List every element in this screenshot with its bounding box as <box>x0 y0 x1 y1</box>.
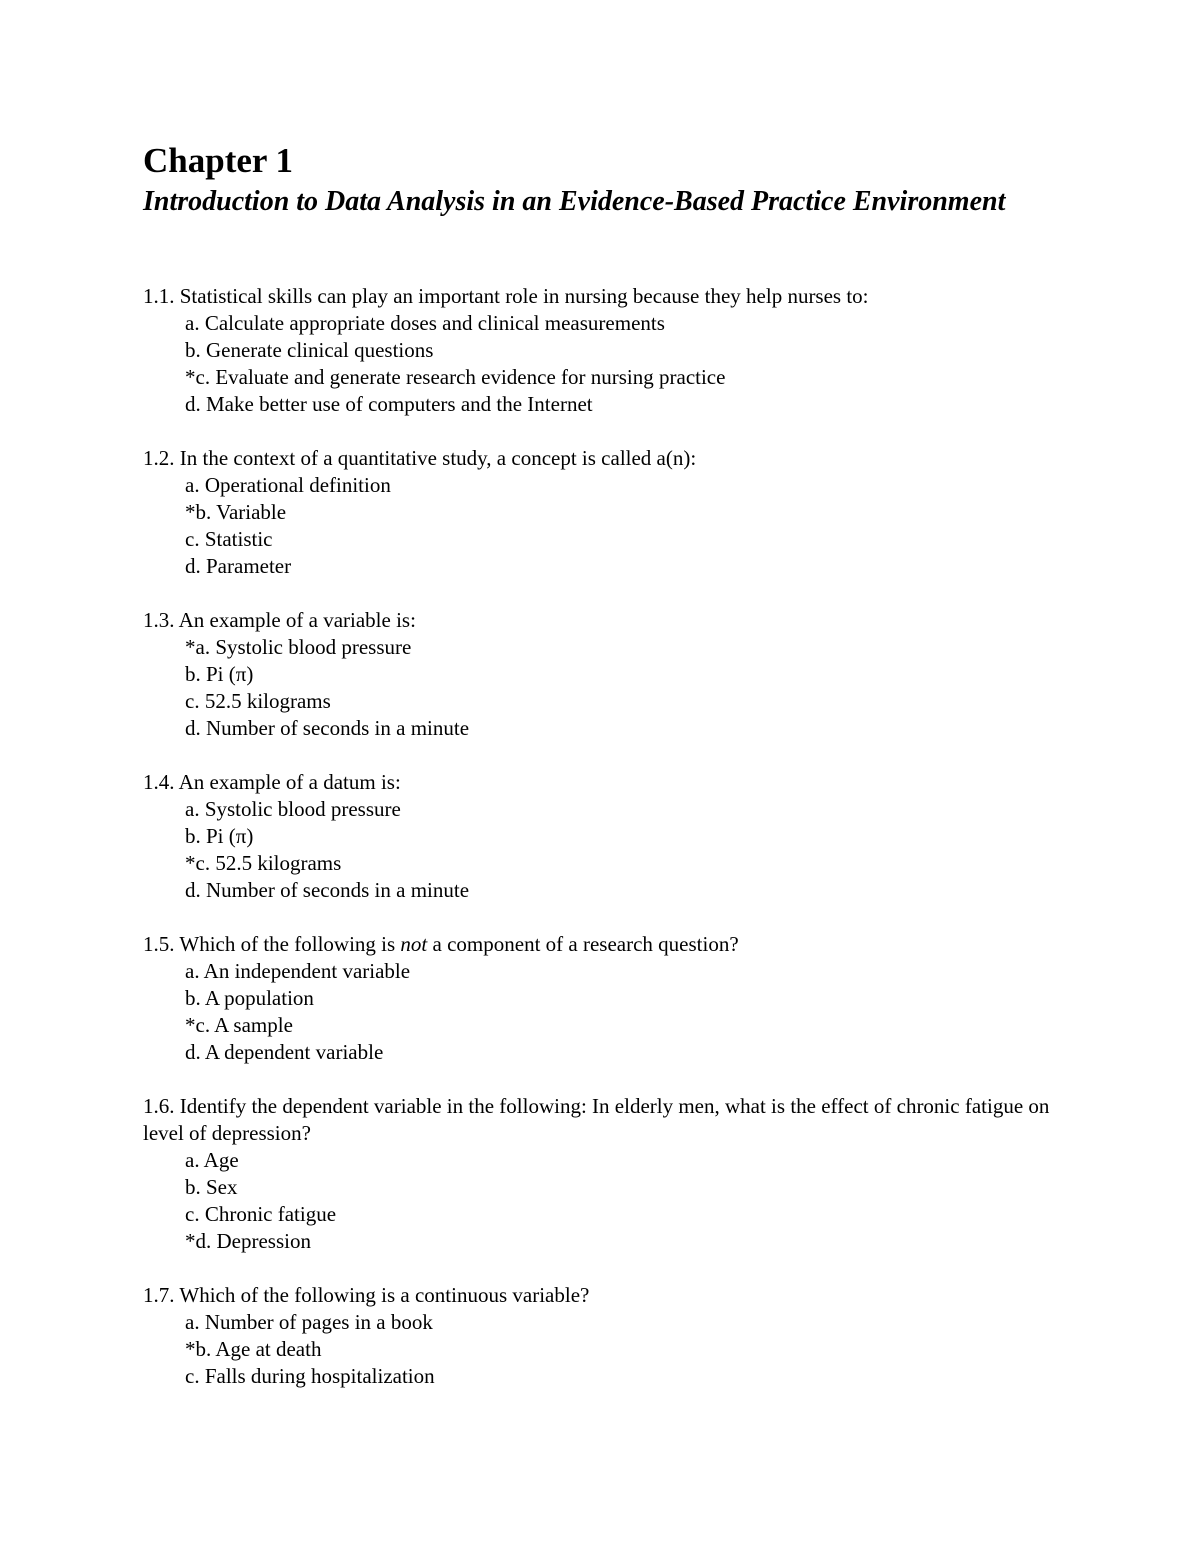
question-1-5 <box>143 931 1083 1066</box>
question-stem: 1.4. An example of a datum is: <box>143 770 401 794</box>
answer-option: a. Age <box>185 1148 239 1172</box>
chapter-title: Chapter 1 <box>143 141 294 180</box>
question-list <box>143 283 1083 1417</box>
stem-emphasis: not <box>400 932 428 956</box>
question-stem: 1.2. In the context of a quantitative study, a concept is called a(n): <box>143 446 697 470</box>
answer-option-correct: *c. A sample <box>185 1013 293 1037</box>
answer-option: b. Sex <box>185 1175 238 1199</box>
answer-option: a. Systolic blood pressure <box>185 797 401 821</box>
answer-option-correct: *c. 52.5 kilograms <box>185 851 342 875</box>
answer-option: a. Operational definition <box>185 473 391 497</box>
answer-option: c. Falls during hospitalization <box>185 1364 435 1388</box>
question-stem: 1.3. An example of a variable is: <box>143 608 416 632</box>
answer-option: c. Statistic <box>185 527 273 551</box>
answer-option: d. Make better use of computers and the Internet <box>185 392 593 416</box>
question-1-7 <box>143 1282 1083 1390</box>
question-1-2 <box>143 445 1083 580</box>
answer-option: c. Chronic fatigue <box>185 1202 337 1226</box>
question-stem: 1.1. Statistical skills can play an important role in nursing because they help nurses to: <box>143 284 869 308</box>
answer-option: a. Calculate appropriate doses and clinical measurements <box>185 311 665 335</box>
answer-option: a. An independent variable <box>185 959 411 983</box>
question-1-4 <box>143 769 1083 904</box>
answer-option: d. Number of seconds in a minute <box>185 878 470 902</box>
answer-option: d. Number of seconds in a minute <box>185 716 470 740</box>
answer-option: a. Number of pages in a book <box>185 1310 433 1334</box>
answer-option: b. Pi (π) <box>185 662 254 686</box>
question-1-1 <box>143 283 1083 418</box>
answer-option: c. 52.5 kilograms <box>185 689 331 713</box>
answer-option-correct: *b. Age at death <box>185 1337 322 1361</box>
answer-option-correct: *b. Variable <box>185 500 287 524</box>
answer-option: b. Pi (π) <box>185 824 254 848</box>
stem-text: a component of a research question? <box>427 932 739 956</box>
question-stem: 1.7. Which of the following is a continuous variable? <box>143 1283 590 1307</box>
question-stem <box>143 931 1083 958</box>
stem-text: 1.5. Which of the following is <box>143 932 401 956</box>
question-1-3 <box>143 607 1083 742</box>
chapter-subtitle: Introduction to Data Analysis in an Evidence-Based Practice Environment <box>143 186 1006 217</box>
answer-option: d. A dependent variable <box>185 1040 384 1064</box>
answer-option-correct: *d. Depression <box>185 1229 311 1253</box>
answer-option-correct: *a. Systolic blood pressure <box>185 635 412 659</box>
question-stem: 1.6. Identify the dependent variable in the following: In elderly men, what is the effect of chronic fatigue on level of depression? <box>143 1094 1050 1145</box>
answer-option: d. Parameter <box>185 554 292 578</box>
answer-option: b. A population <box>185 986 314 1010</box>
question-1-6 <box>143 1093 1083 1255</box>
answer-option: b. Generate clinical questions <box>185 338 434 362</box>
answer-option-correct: *c. Evaluate and generate research evidence for nursing practice <box>185 365 726 389</box>
